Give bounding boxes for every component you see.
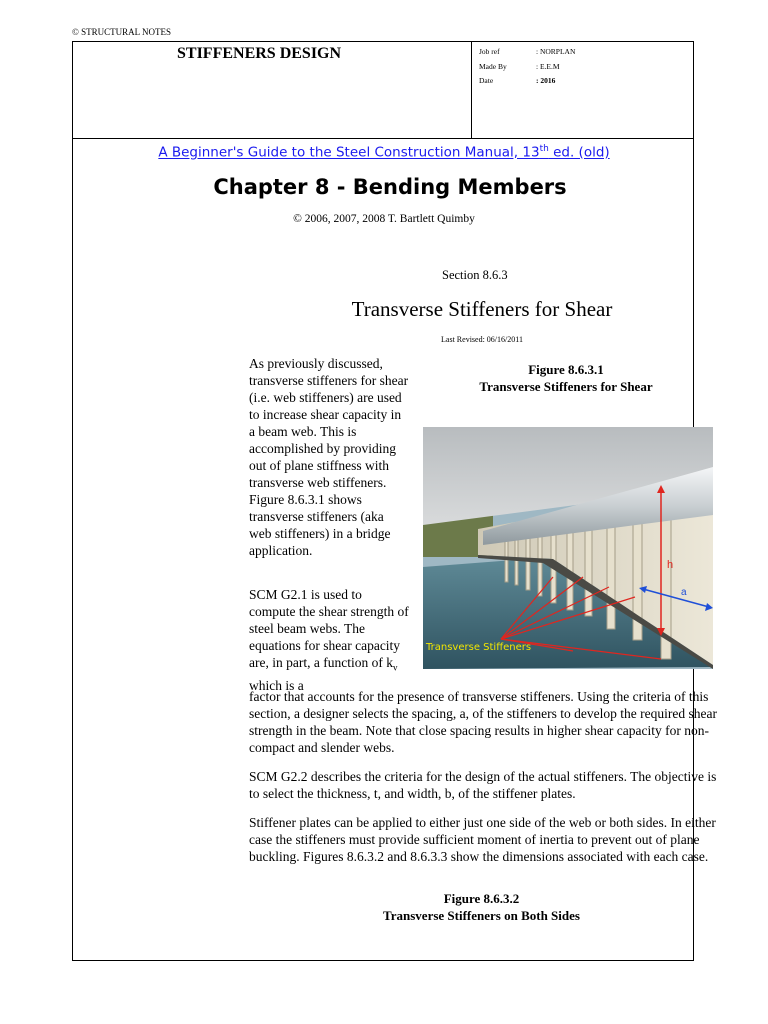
job-ref-value: : NORPLAN xyxy=(536,47,576,56)
header-divider-vertical xyxy=(471,42,472,138)
chapter-title: Chapter 8 - Bending Members xyxy=(213,175,567,199)
figure-1-caption-block xyxy=(420,361,712,395)
date-label: Date xyxy=(479,76,494,85)
dimension-h-label: h xyxy=(667,559,674,571)
figure-1-number: Figure 8.6.3.1 xyxy=(528,362,604,377)
paragraph-scm-g2-1-tail: which is a xyxy=(249,677,304,693)
figure-2-number: Figure 8.6.3.2 xyxy=(443,891,520,906)
last-revised: Last Revised: 06/16/2011 xyxy=(441,335,523,344)
paragraph-spacing-criteria: factor that accounts for the presence of transverse stiffeners. Using the criteria of this section, a designer selects the spacing, a, of the stiffeners to develop the required shear strength in the beam. Note that close spacing results in higher shear capacity for non-compact and slender webs. xyxy=(249,689,717,755)
figure-2-caption-block xyxy=(249,890,714,924)
section-title: Transverse Stiffeners for Shear xyxy=(351,297,613,321)
meta-row-made-by xyxy=(479,60,575,75)
paragraph-scm-g2-2: SCM G2.2 describes the criteria for the design of the actual stiffeners. The objective is to select the thickness, t, and width, b, of the stiffener plates. xyxy=(249,769,717,801)
header-copyright-note: © STRUCTURAL NOTES xyxy=(72,27,172,37)
document-title: STIFFENERS DESIGN xyxy=(177,45,342,62)
guide-link-edition[interactable]: ed. (old) xyxy=(548,144,610,161)
meta-row-date xyxy=(479,74,575,89)
paragraph-scm-g2-1-text: SCM G2.1 is used to compute the shear strength of steel beam webs. The equations for shear capacity are, in part, a function of k xyxy=(249,587,409,670)
made-by-label: Made By xyxy=(479,61,507,71)
paragraph-scm-g2-1 xyxy=(249,586,409,694)
figure-1-caption: Transverse Stiffeners for Shear xyxy=(479,379,653,394)
kv-subscript: v xyxy=(392,662,398,673)
job-ref-label: Job ref xyxy=(479,47,500,56)
made-by-value: : E.E.M xyxy=(536,61,560,71)
figure-2-caption: Transverse Stiffeners on Both Sides xyxy=(383,908,580,923)
header-meta-block xyxy=(479,45,575,89)
paragraph-intro: As previously discussed, transverse stiffeners for shear (i.e. web stiffeners) are used to increase shear capacity in a beam web. This is accomplished by providing out of plane stiffness with transverse web stiffeners. Figure 8.6.3.1 shows transverse stiffeners (aka web stiffeners) in a bridge application. xyxy=(249,356,409,558)
dimension-a-label: a xyxy=(681,587,687,598)
section-number: Section 8.6.3 xyxy=(442,268,508,282)
header-divider xyxy=(73,138,693,139)
guide-link-text[interactable]: A Beginner's Guide to the Steel Construction Manual, 13 xyxy=(158,144,540,161)
guide-link-superscript[interactable]: th xyxy=(539,144,549,154)
bridge-photo-illustration xyxy=(423,427,713,669)
figure-1-photo xyxy=(423,427,713,669)
copyright-line: © 2006, 2007, 2008 T. Bartlett Quimby xyxy=(293,213,475,225)
date-value: : 2016 xyxy=(536,76,556,85)
guide-title-link[interactable] xyxy=(0,144,768,161)
meta-row-job-ref xyxy=(479,45,575,60)
paragraph-stiffener-plates: Stiffener plates can be applied to either just one side of the web or both sides. In either case the stiffeners must provide sufficient moment of inertia to prevent out of plane buckling. Figures 8.6.3.2 and 8.6.3.3 show the dimensions associated with each case. xyxy=(249,815,716,864)
stiffeners-overlay-label: Transverse Stiffeners xyxy=(426,642,532,653)
